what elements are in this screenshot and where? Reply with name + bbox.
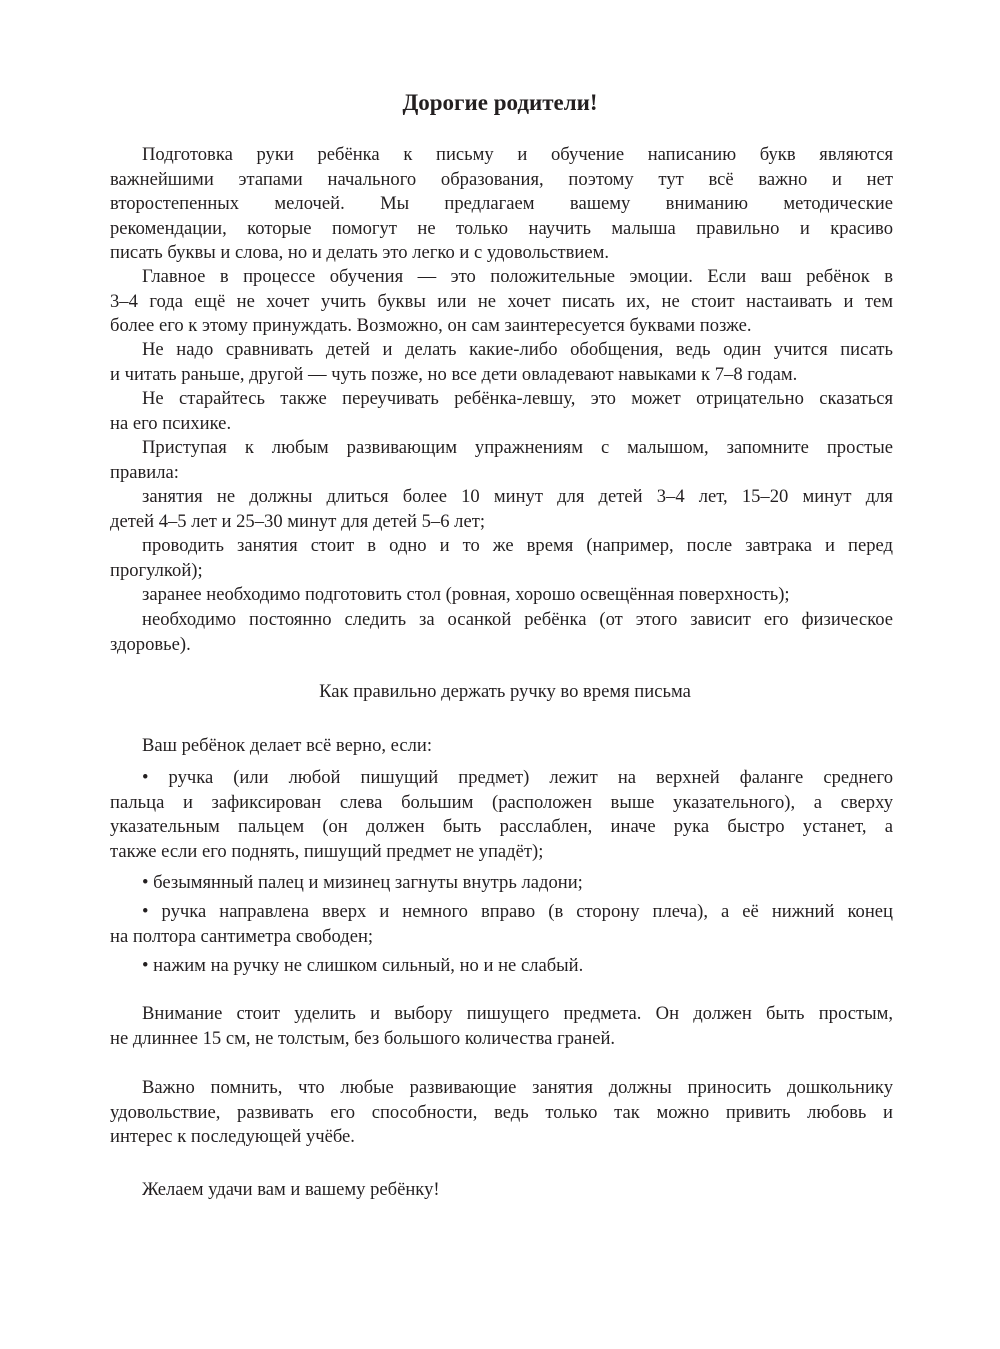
text-line: правила: [110,461,179,483]
text-line: занятия не должны длиться более 10 минут для детей 3–4 лет, 15–20 минут для [142,486,893,507]
text-line: Внимание стоит уделить и выбору пишущего предмета. Он должен быть простым, [142,1003,893,1024]
text-line: более его к этому принуждать. Возможно, он сам заинтересуется буквами позже. [110,315,752,336]
text-line: заранее необходимо подготовить стол (ровная, хорошо освещённая поверхность); [142,584,790,605]
text-line: не длиннее 15 см, не толстым, без большого количества граней. [110,1027,616,1049]
paragraph [110,871,893,896]
paragraph [110,143,893,266]
paragraph [110,485,893,534]
paragraph [110,734,893,759]
paragraph [110,900,893,949]
paragraph [110,1076,893,1150]
paragraph [110,765,893,863]
text-line: Приступая к любым развивающим упражнениям с малышом, запомните простые [142,437,893,458]
text-line: детей 4–5 лет и 25–30 минут для детей 5–6 лет; [110,510,485,532]
text-line: также если его поднять, пишущий предмет не упадёт); [110,840,544,862]
paragraph [110,387,893,436]
text-line: прогулкой); [110,559,203,581]
text-line: необходимо постоянно следить за осанкой ребёнка (от этого зависит его физическое [142,609,893,630]
text-line: Не надо сравнивать детей и делать какие-либо обобщения, ведь один учится писать [142,339,893,360]
text-line: важнейшими этапами начального образования, поэтому тут всё важно и нет [110,168,893,190]
section-heading: Как правильно держать ручку во время письма [319,681,691,702]
text-line: и читать раньше, другой — чуть позже, но все дети овладевают навыками к 7–8 годам. [110,363,798,385]
text-line: • нажим на ручку не слишком сильный, но и не слабый. [142,955,584,976]
page-title: Дорогие родители! [402,90,598,115]
text-line: 3–4 года ещё не хочет учить буквы или не хочет писать их, не стоит настаивать и тем [110,290,893,312]
text-line: пальца и зафиксирован слева большим (расположен выше указательного), а сверху [110,791,893,813]
text-line: Подготовка руки ребёнка к письму и обучение написанию букв являются [142,144,893,165]
text-line: • безымянный палец и мизинец загнуты внутрь ладони; [142,872,583,893]
paragraph [110,954,893,979]
text-line: Главное в процессе обучения — это положительные эмоции. Если ваш ребёнок в [142,266,893,287]
text-line: на полтора сантиметра свободен; [110,925,374,947]
text-line: указательным пальцем (он должен быть расслаблен, иначе рука быстро устанет, а [110,816,893,837]
text-line: • ручка направлена вверх и немного вправо (в сторону плеча), а её нижний конец [142,901,893,922]
text-line: • ручка (или любой пишущий предмет) лежит на верхней фаланге среднего [142,767,893,788]
text-line: здоровье). [110,633,191,655]
paragraph [110,583,893,608]
paragraph [110,534,893,583]
text-line: на его психике. [110,412,232,434]
text-line: писать буквы и слова, но и делать это легко и с удовольствием. [110,242,610,263]
text-line: Ваш ребёнок делает всё верно, если: [142,735,433,756]
paragraph [110,436,893,485]
text-line: интерес к последующей учёбе. [110,1126,355,1147]
paragraph [110,265,893,339]
text-line: Важно помнить, что любые развивающие занятия должны приносить дошкольнику [142,1077,893,1098]
paragraph [110,1002,893,1051]
text-line: проводить занятия стоит в одно и то же время (например, после завтрака и перед [142,535,893,556]
paragraph [110,608,893,657]
text-line: удовольствие, развивать его способности, ведь только так можно привить любовь и [110,1101,893,1123]
text-line: второстепенных мелочей. Мы предлагаем вашему вниманию методические [110,193,893,214]
text-line: рекомендации, которые помогут не только научить малыша правильно и красиво [110,217,893,239]
text-line: Не старайтесь также переучивать ребёнка-левшу, это может отрицательно сказаться [142,388,893,409]
paragraph [110,338,893,387]
paragraph [110,1178,893,1203]
text-line: Желаем удачи вам и вашему ребёнку! [142,1179,440,1200]
